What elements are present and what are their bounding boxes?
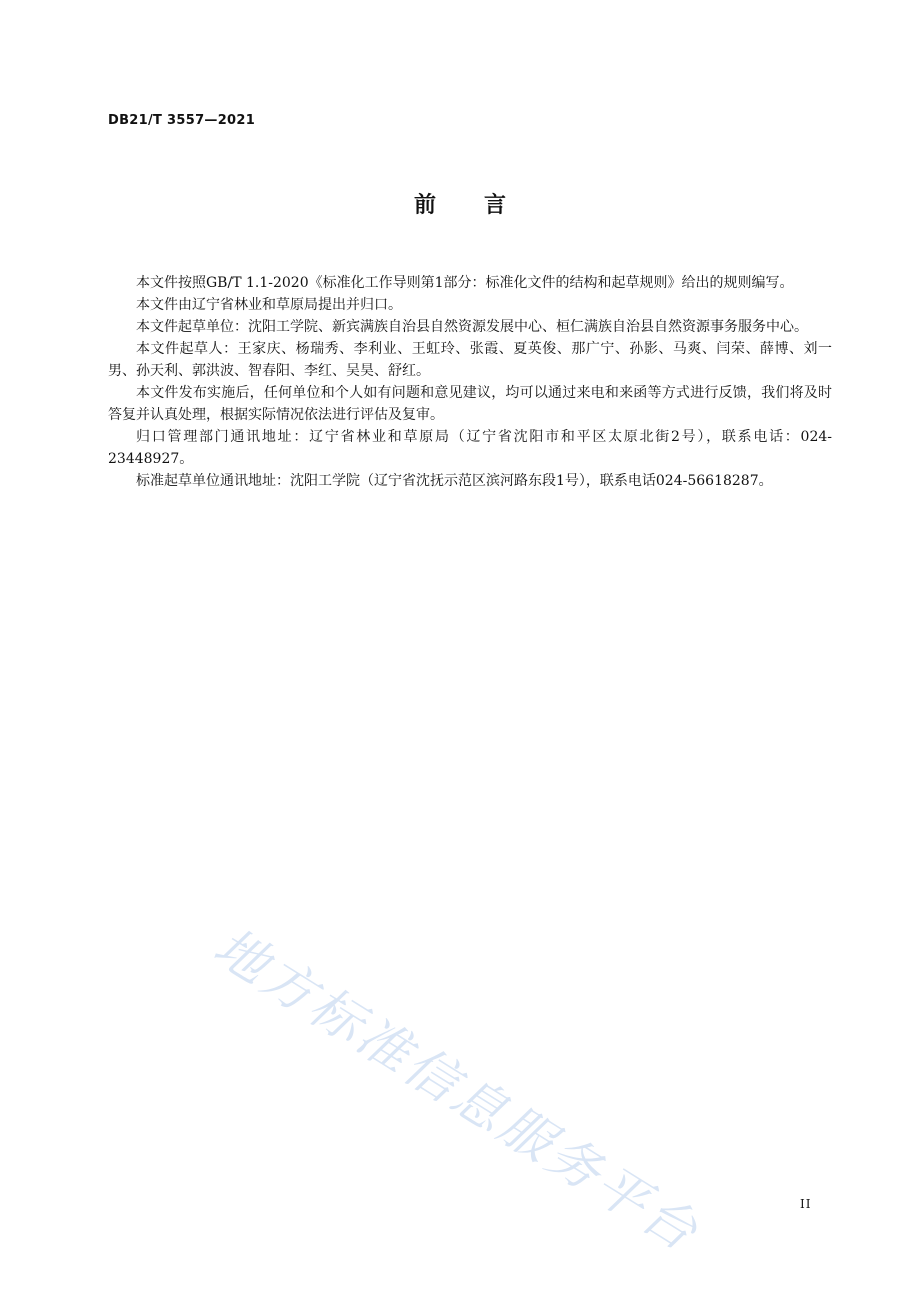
paragraph-drafting-rules: 本文件按照GB/T 1.1-2020《标准化工作导则第1部分：标准化文件的结构和起草规则》给出的规则编写。	[136, 275, 794, 291]
foreword-body	[108, 272, 832, 492]
paragraph-drafters: 本文件起草人：王家庆、杨瑞秀、李利业、王虹玲、张霞、夏英俊、那广宁、孙影、马爽、闫荣、薛博、刘一男、孙天利、郭洪波、智春阳、李红、吴昊、舒红。	[108, 341, 832, 379]
page-title: 前言	[413, 193, 554, 218]
page-number: II	[800, 1197, 812, 1211]
paragraph-proposer: 本文件由辽宁省林业和草原局提出并归口。	[136, 297, 402, 313]
paragraph-drafter-address: 标准起草单位通讯地址：沈阳工学院（辽宁省沈抚示范区滨河路东段1号），联系电话024-56618287。	[136, 473, 773, 489]
paragraph-feedback: 本文件发布实施后，任何单位和个人如有问题和意见建议，均可以通过来电和来函等方式进行反馈，我们将及时答复并认真处理，根据实际情况依法进行评估及复审。	[108, 385, 832, 423]
document-code: DB21/T 3557—2021	[108, 113, 256, 128]
paragraph-admin-address: 归口管理部门通讯地址：辽宁省林业和草原局（辽宁省沈阳市和平区太原北街2号），联系电话：024-23448927。	[108, 429, 832, 467]
paragraph-drafting-units: 本文件起草单位：沈阳工学院、新宾满族自治县自然资源发展中心、桓仁满族自治县自然资源事务服务中心。	[136, 319, 808, 335]
watermark: 地方标准信息服务平台	[203, 916, 710, 1265]
